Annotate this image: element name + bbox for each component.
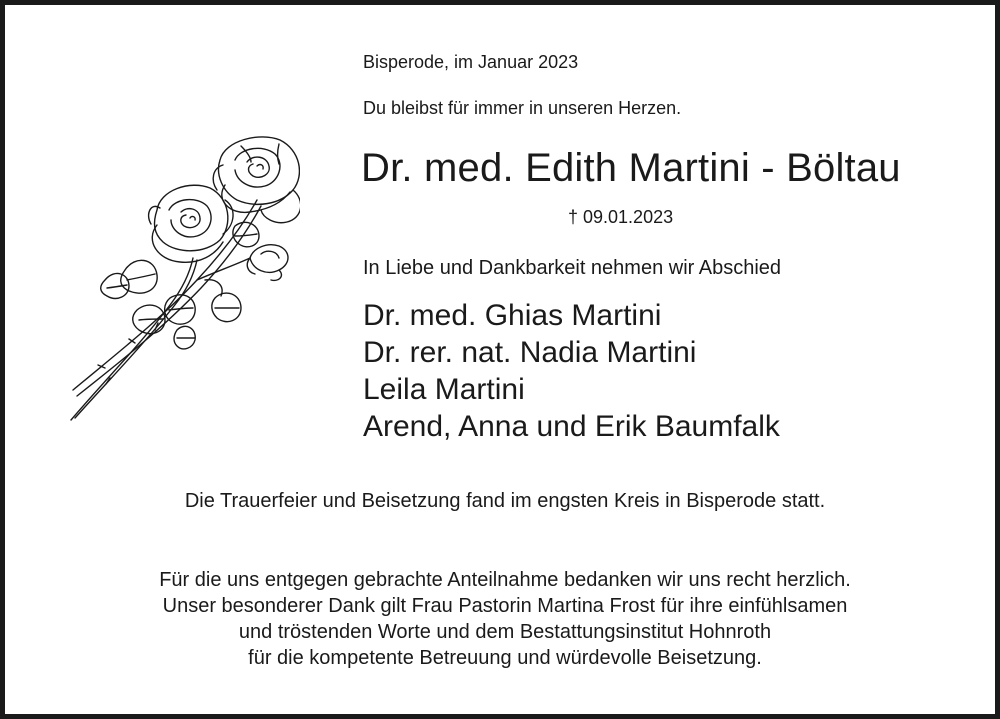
mourner-name: Arend, Anna und Erik Baumfalk (363, 410, 780, 443)
deceased-name: Dr. med. Edith Martini - Böltau (361, 146, 901, 190)
ceremony-line: Die Trauerfeier und Beisetzung fand im engsten Kreis in Bisperode statt. (184, 490, 826, 512)
mourner-name: Leila Martini (363, 373, 525, 406)
death-date: † 09.01.2023 (568, 207, 674, 227)
mourner-name: Dr. med. Ghias Martini (363, 299, 662, 332)
thanks-line: für die kompetente Betreuung und würdevolle Beisetzung. (248, 647, 762, 669)
mourners-list (363, 297, 780, 445)
mourner-name: Dr. rer. nat. Nadia Martini (363, 336, 697, 369)
motto-line: Du bleibst für immer in unseren Herzen. (363, 98, 682, 118)
place-date-line: Bisperode, im Januar 2023 (363, 52, 579, 72)
thanks-line: Unser besonderer Dank gilt Frau Pastorin Martina Frost für ihre einfühlsamen (162, 595, 848, 617)
farewell-line: In Liebe und Dankbarkeit nehmen wir Abschied (363, 257, 782, 279)
thanks-paragraph (5, 567, 1000, 671)
thanks-line: Für die uns entgegen gebrachte Anteilnahme bedanken wir uns recht herzlich. (159, 569, 851, 591)
thanks-line: und tröstenden Worte und dem Bestattungsinstitut Hohnroth (238, 621, 772, 643)
roses-illustration (65, 130, 300, 425)
